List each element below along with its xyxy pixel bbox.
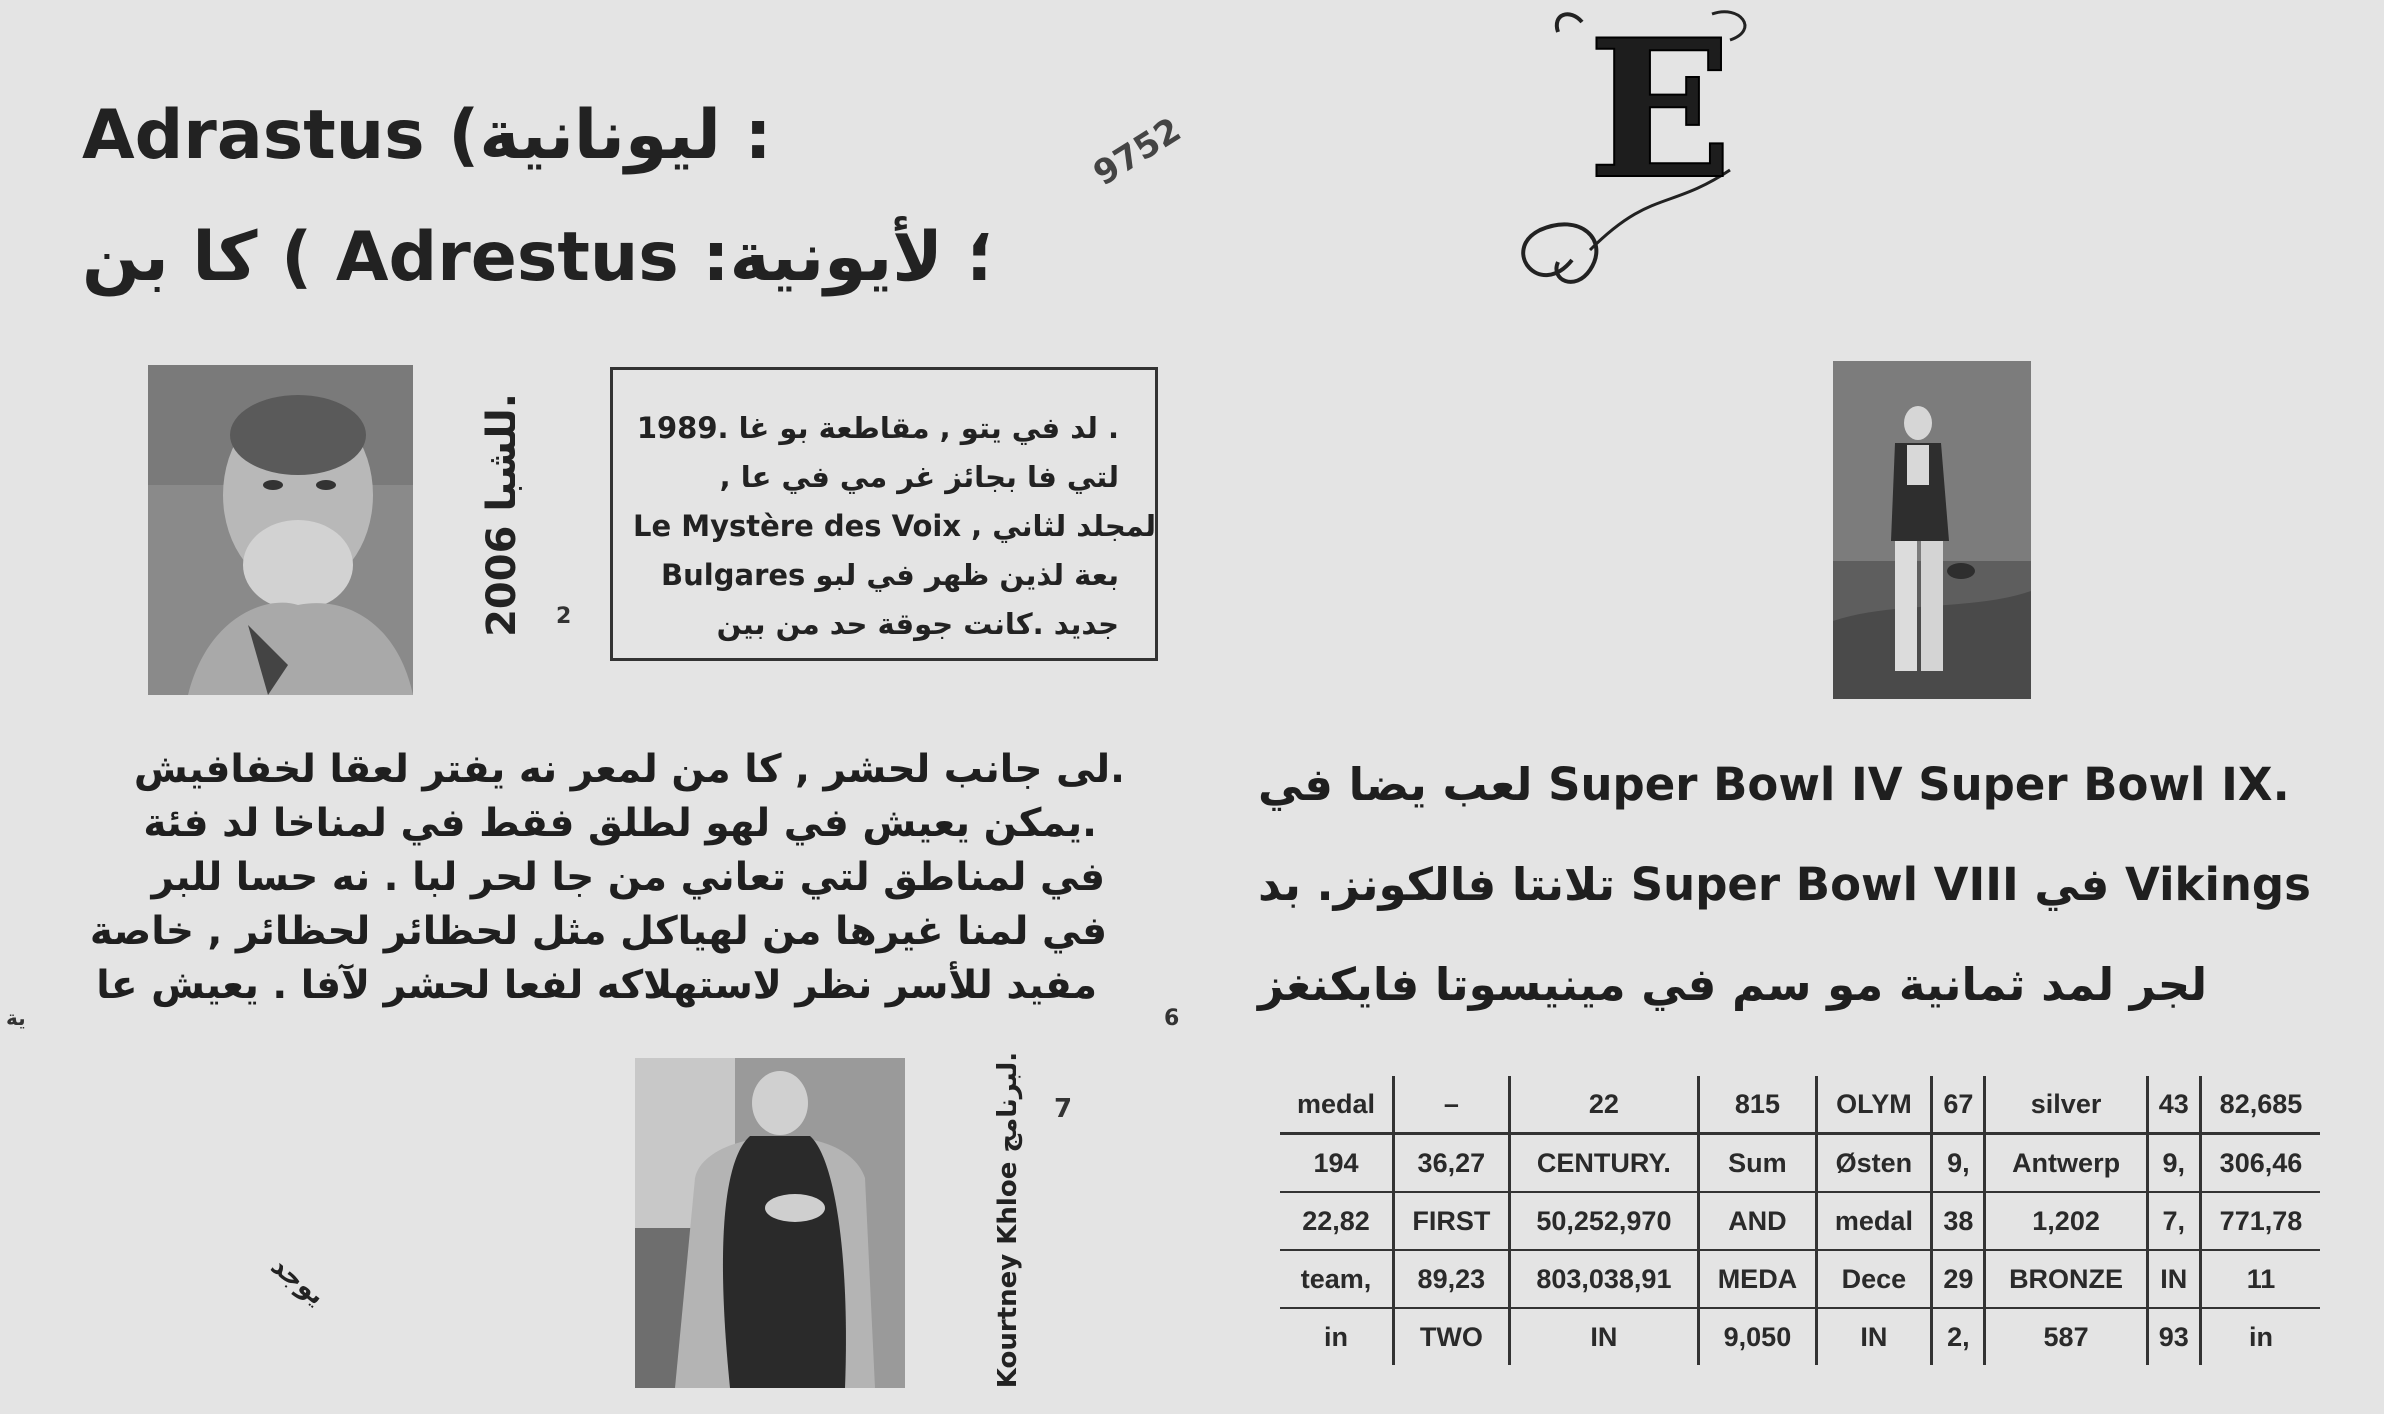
drop-cap-letter: E — [1587, 0, 1733, 221]
lower-caption: Kourtney Khloe لبرنامج. — [993, 1051, 1024, 1389]
table-cell: 11 — [2200, 1250, 2320, 1308]
table-cell: 9, — [1932, 1134, 1985, 1193]
table-cell: – — [1394, 1076, 1509, 1134]
table-cell: 50,252,970 — [1509, 1192, 1699, 1250]
table-row — [1280, 1250, 2320, 1308]
table-cell: 306,46 — [2200, 1134, 2320, 1193]
ornamental-drop-cap — [1500, 0, 1780, 320]
portrait-bearded-man — [148, 365, 413, 695]
table-cell: 2, — [1932, 1308, 1985, 1365]
table-cell: 9,050 — [1699, 1308, 1816, 1365]
info-line: , لتي فا بجائز غر مي في عا — [719, 460, 1119, 494]
table-cell: 82,685 — [2200, 1076, 2320, 1134]
table-cell: 22 — [1509, 1076, 1699, 1134]
table-cell: in — [1324, 1321, 1349, 1352]
table-cell: MEDA — [1699, 1250, 1816, 1308]
footnote-6: 6 — [1164, 1006, 1180, 1031]
table-cell: IN — [1816, 1308, 1932, 1365]
table-cell: in — [2200, 1308, 2320, 1365]
table-cell: TWO — [1394, 1308, 1509, 1365]
table-row — [1280, 1076, 2320, 1134]
table-cell: Antwerp — [1985, 1134, 2147, 1193]
table-cell: team, — [1300, 1263, 1372, 1294]
paragraph-line: تلانتا فالكونز. بد Super Bowl VIII في Vikings — [1258, 858, 2311, 911]
table-cell: 36,27 — [1394, 1134, 1509, 1193]
table-cell: 89,23 — [1394, 1250, 1509, 1308]
paragraph-line: لى جانب لحشر , كا من لمعر نه يفتر لعقا لخفافيش. — [133, 747, 1125, 792]
table-cell: 22,82 — [1302, 1205, 1370, 1236]
table-cell: 587 — [1985, 1308, 2147, 1365]
table-cell: Østen — [1816, 1134, 1932, 1193]
paragraph-line: لعب يضا في Super Bowl IV Super Bowl IX. — [1258, 758, 2290, 811]
stamp-number: 9752 — [1086, 109, 1189, 195]
table-cell: CENTURY. — [1509, 1134, 1699, 1193]
paragraph-line: مفيد للأسر نظر لاستهلاكه لفعا لحشر لآفا . يعيش عا — [96, 963, 1097, 1008]
portrait-standing-gentleman — [1833, 361, 2031, 699]
footnote-7: 7 — [1054, 1094, 1073, 1124]
title-line-2: كا بن ( Adrestus :؛ لأيونية — [82, 218, 994, 297]
table-row — [1280, 1308, 2320, 1365]
table-cell: 803,038,91 — [1509, 1250, 1699, 1308]
margin-fragment: ية — [6, 1006, 26, 1030]
table-cell: medal — [1816, 1192, 1932, 1250]
portrait-caption: للشبا 2006. — [478, 393, 525, 637]
info-line: Bulgares بعة لذين ظهر في لبو — [661, 558, 1119, 592]
data-table — [1280, 1076, 2320, 1365]
info-line: Le Mystère des Voix , لمجلد لثاني — [633, 509, 1157, 543]
table-row — [1280, 1134, 2320, 1193]
paragraph-line: لجر لمد ثمانية مو سم في مينيسوتا فايكنغز — [1258, 958, 2208, 1011]
table-cell: 1,202 — [1985, 1192, 2147, 1250]
table-cell: 67 — [1932, 1076, 1985, 1134]
table-cell: FIRST — [1394, 1192, 1509, 1250]
paragraph-line: في لمنا غيرها من لهياكل مثل لحظائر لحظائر , خاصة — [89, 909, 1107, 954]
table-cell: Sum — [1699, 1134, 1816, 1193]
table-cell: 9, — [2147, 1134, 2200, 1193]
paragraph-line: يمكن يعيش في لهو لطلق فقط في لمناخا لد فئة. — [143, 801, 1097, 846]
table-cell: 7, — [2147, 1192, 2200, 1250]
table-cell: BRONZE — [1985, 1250, 2147, 1308]
table-cell: 29 — [1932, 1250, 1985, 1308]
portrait-seated-woman — [635, 1058, 905, 1388]
info-line: 1989. لد في يتو , مقاطعة بو غا . — [636, 411, 1119, 445]
footnote-2: 2 — [556, 604, 572, 629]
paragraph-line: في لمناطق لتي تعاني من جا لحر لبا . نه حسا للبر — [151, 855, 1105, 900]
table-cell: OLYM — [1816, 1076, 1932, 1134]
table-cell: 771,78 — [2200, 1192, 2320, 1250]
info-line: جديد .كانت جوقة حد من بين — [716, 607, 1119, 641]
info-box — [610, 367, 1158, 661]
table-cell: IN — [1509, 1308, 1699, 1365]
table-cell: medal — [1280, 1076, 1394, 1134]
table-cell: AND — [1699, 1192, 1816, 1250]
table-cell: Dece — [1816, 1250, 1932, 1308]
table-cell: silver — [1985, 1076, 2147, 1134]
table-cell: 194 — [1313, 1147, 1359, 1178]
rotated-word: يوجد — [265, 1250, 331, 1312]
main-paragraph — [40, 743, 1125, 1013]
table-cell: 43 — [2147, 1076, 2200, 1134]
title-line-1: Adrastus (ليونانية : — [82, 96, 772, 175]
table-row — [1280, 1192, 2320, 1250]
table-cell: 93 — [2147, 1308, 2200, 1365]
table-cell: IN — [2147, 1250, 2200, 1308]
table-cell: 815 — [1699, 1076, 1816, 1134]
table-cell: 38 — [1932, 1192, 1985, 1250]
